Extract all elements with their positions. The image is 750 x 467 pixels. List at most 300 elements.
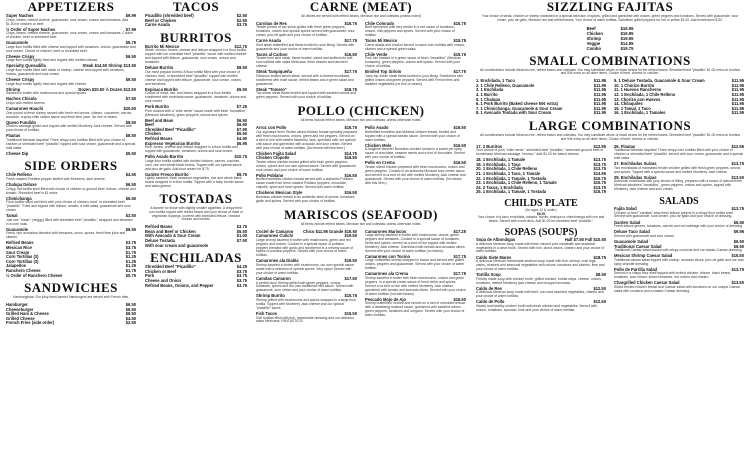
menu-item-price: $6.50 [125,195,136,201]
menu-item-description: Large flour tortilla lightly fried and topped with melted cheese. [6,58,99,63]
menu-item [145,284,247,289]
menu-item-price: $1.00 [236,233,247,239]
menu-item-description: A perfect duo! Shrimp grilled with green peppers, onions, tomatoes, spices and our own traditional mild sauce. Served with guacamole, sour cream and your choice of warm tortillas. [256,280,354,293]
menu-item-description: Large flour tortilla filled with steak or shrimp, cheese and topped with tomatoes, onions, guacamole and sour cream. [6,68,125,76]
menu-item-description: Broiled boneless chicken breast served with a authentic Poblano sauce made from fresh roasted Poblano peppers, chocolate, chipotle, spice and fresh spices. Served with warm tortillas. [256,177,353,190]
menu-item-price: $16.50 [453,296,466,302]
menu-item [256,312,357,324]
menu-item-name: Beef [145,122,154,128]
menu-item [614,245,744,254]
menu-item [145,105,247,117]
menu-item-price: $6.50 [125,306,136,312]
menu-item-name: Shrimp Burrito [256,293,285,299]
menu-item [614,268,744,280]
menu-item [6,41,136,53]
menu-item-name: 16. 1 Enchilada, 1 Tamales [614,110,666,116]
menu-item-name: Traditional Caesar Salad [614,243,662,249]
menu-item [365,144,466,160]
menu-item-name: Chicken [145,131,161,137]
menu-item-name: Cheese Crispy [6,77,35,83]
menu-item-name: Deluxe Taco Salad [614,229,650,235]
menu-item [476,111,606,116]
menu-item [476,300,606,312]
menu-item-price: $0.75 [125,272,136,278]
menu-item-name: Carnitas de Res [256,20,287,26]
menu-item-description: Butterflied boneless and skinless chicken breast, broiled and topped with a special tomato sauce. Served with your choice of warm tortillas. [365,129,460,142]
menu-item [256,259,357,275]
menu-item-price: $11.95 [731,96,744,102]
menu-item-price: $11.95 [731,91,744,97]
menu-item-description: Large shrimp sautéed in butter with mushrooms, onions, green peppers and tomatoes. Cooked in a special sauce of tomatoes, herbs and spices, served on a bed of rice topped with melted Monterey Jack cheese. Garnished with tomato and avocado slices. Served with your choice of warm tortillas (no beans). [365,233,466,253]
menu-item-price: $3.75 [236,278,247,283]
menu-item-name: 13. Chorizo con Huevos [614,96,661,102]
menu-item-name: Shrimp [6,86,21,92]
menu-item-description: Carne asada and chorizo served in warm corn tortillas with onions, cilantro and a special green salsa. [365,42,465,51]
menu-item-description: Soft tortillas filled with fish, homemade dressing and our delicious salsa Mexicana. FANTASTICO! [256,315,355,324]
menu-item-name: ½ Order of Super Nachos [6,26,56,32]
menu-item-price: $2.50 [236,17,247,23]
menu-item-price: $15.75 [453,20,466,26]
column-2 [145,0,247,467]
menu-item-description: Traditional Mexican taquitos! Three crispy corn tortillas filled with your choice of chicken or shredded beef "picadillo" served with sour cream, guacamole and a special mild salsa. [614,148,744,160]
menu-item-description: Tender beef skirt steak, flame broiled, sliced and stuffed into soft corn tortillas with salsa Mexicana, fresh cilantro and ranchero cheese. [256,56,353,69]
childs-plate-price: $6.95 [536,211,546,216]
menu-item-price: $17.75 [344,69,357,75]
menu-item-price: $6.50 [125,311,136,317]
menu-item-name: Picadillo (shredded beef) [145,13,194,18]
menu-item-name: 9. 1 Deluxe Tostada, Guacamole & Sour Cream [614,78,705,84]
menu-item-price: $12.50 [593,299,606,305]
menu-item-name: 11. 1 Huevos Rancheros [614,87,662,93]
menu-item [476,190,606,195]
menu-item-name: Garden Salad [614,219,641,225]
menu-item-description: Tender sliced chicken breast grilled with fresh green peppers, onions, spices and our own special sauce. Served with guacamole, sour cream and your choice of warm tortillas. [256,159,357,172]
menu-item [6,321,136,326]
menu-item-description: Tender sliced chicken prepared with fresh mushrooms, onions and green peppers. Cooked in an authentic Mexican sour cream sauce and served on a bed of rice with melted Monterey Jack cheese and guacamole. Served with your choice of warm tortillas. (No beans with this item.) [365,164,466,185]
menu-item-price: $13.75 [593,161,606,167]
menu-item-name: Super Nachos [6,13,34,18]
menu-item-description: Chips, beans, melted cheese, guacamole, sour cream, onions and tomatoes. Choice of chicken, beef or shredded beef. [6,31,133,40]
menu-item-name: 27. Enchiladas Suizas [614,161,657,167]
menu-item [476,256,606,272]
menu-item [614,230,744,239]
menu-item-name: Ranchero Cheese [6,267,41,273]
menu-item-price: $5.50 [236,228,247,234]
menu-item-price: $1.25 [125,254,136,260]
small-combos-right [614,79,744,116]
large-combos-intro: All combinations include Mexican rice, refried beans and coleslaw. You may substitute whole or black beans for the refried beans. Shredded beef "picadillo" $1.00 extra on burritos and 50¢ extra on all other items. Choice of beef, cheese or chicken. [480,132,741,141]
menu-item [256,53,357,69]
menu-item-name: Pollo de Parrilla Salad [614,266,658,272]
large-combos-right [614,145,744,192]
menu-item-price: $13.75 [593,166,606,172]
menu-item-name: 4. 1 Burrito [476,91,498,97]
menu-item-price: $11.95 [593,91,606,97]
tacos-list [145,14,247,28]
menu-item-price: $4.50 [125,315,136,321]
menu-item [256,88,357,100]
mariscos-left-list [256,230,357,326]
menu-item-price: $13.75 [593,157,606,163]
menu-item-name: 19. 1 Enchilada, 1 Taco [476,161,521,167]
small-combos-left [476,79,606,116]
menu-item-name: Chimichanga [6,195,32,201]
large-combos-title: LARGE COMBINATIONS [528,117,692,133]
menu-item-description: Sliced broiled chicken breast and Caesar salad with tomatoes on our unique Caesar salad with croutons and a classic Caesar dressing. [614,284,741,293]
carne-left-list [256,22,357,102]
menu-item-price: $3.75 [236,282,247,288]
menu-item-description: Chips, beans, melted cheese, guacamole, sour cream, onions and tomatoes. Add $1.50 for chicken or beef. [6,17,129,26]
menu-item-description: Our signature item! Tender sliced chicken breast specially prepared with fresh mushrooms, onions, green and red peppers. Served on a bed of rice with melted Monterey Jack, sprinkled with our special chili sauce and garnished with avocado and sour cream. Served with your choice of warm tortillas. (No beans with this item.) [256,129,357,150]
menu-item-name: Jalapeños [6,263,27,269]
menu-item-name: Chickens Mexican Style [256,190,303,196]
menu-item-name: Beef or Chicken [145,17,177,23]
mariscos-right-list [365,230,466,326]
menu-item-name: Tacos Mi Mexico [365,38,398,44]
menu-item [614,207,744,219]
menu-item-price: $9.50 [125,77,136,83]
fajita-name: Shrimp [586,35,602,41]
menu-item-name: Chile Relleno [6,172,32,178]
menu-item [6,55,136,64]
menu-item-name: 1. Enchilada, 1 Taco [476,78,515,84]
menu-item-name: 8. 1 Avocado Tostada with Sour Cream [476,110,552,116]
menu-item-price: $9.50 [125,119,136,125]
menu-item-description: Fresh lettuce greens, tomatoes, carrots and red cabbage with your choice of dressing. [614,224,744,229]
menu-item [365,230,466,254]
menu-item-price: $15.75 [453,51,466,57]
menu-item-price: $6.50 [733,238,744,244]
menu-item-name: Tacos al Carbon [256,51,288,57]
menu-item [476,238,606,254]
menu-item-name: Guacamole Salad [614,238,649,244]
menu-item-name: Pork Burrito [145,104,169,110]
menu-item [476,273,606,285]
menu-item-price: $6.50 [733,243,744,249]
menu-item-price: $13.75 [731,161,744,167]
menu-item [6,134,136,150]
menu-item-description: Shrimp grilled with mushrooms and spices wrapped in a large flour tortilla. Topped with Monterey Jack cheese and our special "picadillo" sauce. [256,298,356,310]
menu-item-name: Fajita Salad [614,205,637,211]
menu-item-price: $13.75 [731,205,744,211]
menu-item-price: $11.95 [731,110,744,116]
menu-item-name: 2. 1 Chile Relleno, Guacamole [476,82,535,88]
menu-item-price: $11.95 [593,110,606,116]
menu-item-price: $11.95 [593,82,606,88]
menu-item [256,156,357,172]
menu-item [614,176,744,192]
salads-title: SALADS [659,195,699,207]
menu-item-description: Shrimp sautéed in butter with fresh mushrooms, onions and green peppers, in a special cream sauce of fresh herbs and spices. Served on a bed of rice with melted Monterey Jack cheese, garnished with tomato and avocado slices. Served with your choice of warm tortillas (not with beans). [365,275,466,296]
menu-item [476,145,606,157]
menu-item [256,234,357,258]
menu-item-name: Hamburger [6,301,28,307]
menu-item-name: 14. Chilaquiles [614,101,643,107]
sopas-title: SOPAS (SOUPS) [504,227,578,239]
menu-item [365,22,466,38]
menu-item-name: Caldo Siete Mares [476,254,512,260]
menu-item-price: $15.50 [344,310,357,316]
menu-item-price: $18.75 [593,254,606,260]
menu-item-name: With Avocado & Sour Cream [145,233,201,239]
menu-item-name: Refried Beans, Onions, and Pepper [145,282,214,288]
menu-item-description: Traditional Mexican taquitos! Three crispy corn tortillas filled with your choice of chicken or shredded beef "picadillo" topped with sour cream, guacamole and a special mild salsa. [6,137,136,150]
menu-item-description: Your choice of pork "chile verde," shredded beef "picadillo," seasoned ground beef or homemade Mexican sausage "chorizo." Add $1.00 for baked cheese. [476,148,604,157]
menu-item-name: Carne Asada [256,38,281,44]
menu-item-price: $5.50 [125,150,136,156]
menu-item [6,78,136,87]
menu-item-price: $7.99 [125,26,136,32]
burritos-title: BURRITOS [160,29,232,45]
pollo-right-list [365,126,466,205]
menu-item-description: Pork cooked with a "chile verde" sauce made with fresh "tomatillos" (Mexican tomatoes), green peppers, onions and spices. [145,108,246,117]
menu-item-price: $16.50 [344,51,357,57]
menu-item-price: $15.75 [593,180,606,186]
menu-item-name: Camarones Huachi [6,106,44,112]
menu-item [145,45,247,65]
fajitas-title: SIZZLING FAJITAS [546,0,674,14]
menu-item-name: Corn Tortillas (3) [6,258,39,264]
menu-item-name: Espinaca Burrito [145,86,178,92]
menu-item-name: 3. 1 Enchilada [476,87,504,93]
menu-item-name: 12. 1 Enchilada, 1 Chile Relleno [614,91,676,97]
menu-item [6,64,136,76]
menu-item-price: $11.95 [731,82,744,88]
menu-item-price: $7.90 [236,126,247,132]
menu-item [145,66,247,86]
menu-item-name: 24. 2 Tacos, 1 Enchilada [476,184,523,190]
menu-item-price: Chico $11.95 Grande $16.50 [303,228,357,234]
menu-item-price: $17.75 [344,38,357,44]
menu-item-price: $17.50 [344,275,357,281]
menu-item-price: $11.95 [593,87,606,93]
pollo-intro: All items include refried beans, Mexican rice and coleslaw, unless otherwise noted. [300,118,422,123]
menu-item-price: $16.75 [344,20,357,26]
carne-right-list [365,22,466,102]
menu-item-name: Caldo de Pollo [476,299,505,305]
menu-item-price: $2.50 [125,320,136,326]
menu-item-price: $8.50 [125,133,136,139]
menu-item-name: Refried Beans [145,136,173,142]
menu-item-price: $11.95 [731,78,744,84]
menu-item-name: 26. Flautas [614,143,636,149]
menu-item-price: $12.75 [234,43,247,49]
fajita-name: Beef [586,25,596,31]
carne-intro: All dishes are served with refried beans, Mexican rice and coleslaw (unless noted) [301,14,421,18]
menu-item-price: $17.75 [453,253,466,259]
menu-item [256,70,357,86]
menu-item [614,254,744,266]
menu-item-name: Carne Asada [145,22,170,28]
menu-item-price: $11.95 [593,96,606,102]
menu-item-price: $15.75 [344,293,357,299]
menu-item-description: Steak, chorizo, beans, cheese and lettuce wrapped in a flour tortilla, topped with our shredded beef "picadillo" sauce with melted cheese and topped with lettuce, guacamole, sour cream, onions and tomatoes. [145,48,247,65]
enchiladas-title: ENCHILADAS [150,250,242,266]
menu-item-name: 15. 1 Tamal, 1 Taco [614,105,651,111]
menu-item-description: Large flour tortilla filled with cheese and topped with tomatoes, onions, guacamole and sour cream. Choice of chicken, beef or shredded beef. [6,44,136,53]
menu-item-price: $4.50 [125,172,136,178]
menu-item-price: $9.75 [125,40,136,46]
menu-item-name: Cheese and Onion [145,278,181,283]
menu-item [256,294,357,310]
menu-item-name: Guacamole [6,226,29,232]
menu-item-description: Boneless chicken breast in an authentic stew of onions, tomatoes, garlic and spices. Served with your choice of tortillas. [256,194,356,203]
menu-item [145,244,247,249]
menu-item-name: Pollo Asado [365,125,389,131]
menu-item-price: $9.75 [236,171,247,177]
menu-item-name: Beef and Bean [145,117,174,123]
sandwiches-list [6,303,136,326]
menu-item [614,281,744,293]
menu-item [614,221,744,230]
menu-item-name: Bean and Beef or Chicken [145,228,196,234]
menu-item-name: Camarones Culichi [256,233,294,239]
menu-item-name: Refried Beans [6,240,34,246]
menu-item-name: Shredded Beef "Picadillo" [145,126,196,132]
menu-item-description: Freshly made soup with chicken broth, grilled chicken, tortilla strips, cheese, onions, tomatoes, melted Monterey jack cheese and chopped avocado. [476,276,602,285]
menu-item-price: $15.75 [593,189,606,195]
menu-item-description: Large shrimp sautéed in butter with mushrooms, green and red peppers and onions. Cooked in a special sauce of poblano peppers blended with garlic and smothered in a creamy sauce of spices of poblano peppers. Served with your choice of warm tortillas. [256,237,354,258]
menu-item-description: Just one "mean" (muggy) filled with shredded beef "picadillo," wrapped and steamed in a corn husk. [6,217,133,226]
menu-item-price: $17.75 [453,271,466,277]
menu-item-price: $1.25 [125,263,136,269]
menu-item-description: Juicy top sirloin steak flame broiled to your liking. Smothered with grilled onions and green peppers. Served with French fries and sautéed vegetables (no rice or beans). [365,73,463,86]
menu-item [6,173,136,182]
menu-item-description: Shrimp sautéed in butter with mushrooms, our own special sauce made with a selection of special spices. Very spicy! Served with your choice of warm tortillas. [256,263,354,275]
menu-item-description: Traditional caesar salad topped with shrimp, avocado slices, pico de gallo and our own spicy chipotle dressing. [614,257,744,266]
fajitas-intro: Your choice of steak, chicken or shrimp marinated in a special selection of spices, grilled and garnished with onions, green peppers and tomatoes. Served with guacamole, sour cream, pico de gallo, Mexican rice and refried beans. Your choice of warm tortillas. Substitute grilled peppers for red or yellow $1.00. Add mushrooms $.50. [481,14,739,22]
tostadas-list [145,225,247,248]
menu-item-price: $7.50 [236,238,247,244]
menu-item [365,70,466,86]
menu-item [256,174,357,190]
menu-item-price: $9.50 [236,65,247,71]
enchiladas-list [145,265,247,288]
menu-item-name: Chile Colorado [365,20,395,26]
menu-item-name: Camarones Mariscos [365,228,407,234]
menu-item-price: $3.75 [125,240,136,246]
menu-item [6,28,136,40]
pollo-title: POLLO (CHICKEN) [297,103,425,119]
menu-item-description: Top sirloin steak flame broiled and topped with sautéed onions and green peppers. Served with your choice of tortillas. [256,91,357,100]
menu-item [476,287,606,299]
menu-item-price: $3.75 [236,273,247,279]
menu-item-description: Pork loin braised in a green sauce of fresh "tomatillos" (Mexican tomatoes), green peppers, onions and spices. Served with your choice of tortillas. [365,56,461,69]
menu-item-name: Chicken Chipotle [256,155,290,161]
menu-item-price: $6.50 [236,131,247,137]
menu-item-description: Served in a crispy flour shell topped with broiled chicken, lettuce, black beans, tomatoes, sour cream, sliced tomatoes, red onions and cilantro. [614,271,732,280]
menu-item [365,53,466,69]
menu-item-name: Sour Cream [6,249,30,255]
menu-item-price: $7.50 [125,96,136,102]
menu-item-price: $9.99 [125,13,136,18]
menu-item-name: Camitas Camaron [256,275,291,281]
menu-item-description: Served with guacamole and sour cream. [614,233,675,238]
menu-item-price: $2.50 [236,13,247,18]
menu-item-price: $14.95 [593,170,606,176]
menu-item-price: $3.75 [236,268,247,274]
menu-item-description: A longtime favorite! Boneless chicken breast in a sweet yet spicy sauce of chocolate, sesame seeds and a hint of chocolate. Served with your choice of tortillas. [365,147,465,160]
menu-item-name: Chile Verde [365,51,388,57]
menu-item-name: Grilled Ham & Cheese [6,311,49,317]
carne-title: CARNE (MEAT) [309,0,413,14]
menu-item [6,197,136,213]
menu-item-name: Deluxe Tostada [145,238,175,244]
menu-item-price: $19.50 [344,258,357,264]
menu-item-name: 22. 1 Enchilada, 1 Tamale, 1 Tostada [476,175,547,181]
menu-item-name: With sour cream and guacamole [145,242,208,248]
menu-item-description: Large flour tortilla lightly fried and topped with cheese. [6,81,88,86]
menu-item [6,14,136,26]
menu-item-name: Sopa de Albondigas [476,237,516,243]
menu-item-price: $10.75 [234,154,247,160]
menu-item-price: Steak $14.50 Shrimp $13.50 [82,63,136,69]
menu-item-name: Tamal [6,213,18,219]
menu-item-description: A delicious Mexican soup made with beef, corn and assorted vegetables, cilantro and your choice of warm tortillas. [476,290,604,299]
menu-item-price: $16.75 [344,125,357,131]
menu-item-description: Chorizo sausage grilled and topped with melted Monterey Jack cheese. Served with your choice of tortillas. [6,124,132,133]
menu-item-price: $13.75 [593,184,606,190]
childs-plate-subtitle: (for ages 12 & under) [525,207,557,212]
menu-item-description: Fresh roasted Poblano pepper stuffed with Monterey Jack cheese. [6,177,106,181]
mariscos-title: MARISCOS (SEAFOOD) [284,206,438,222]
menu-item [6,152,136,157]
fajita-name: Combo [586,45,602,51]
menu-item-price: $15.75 [593,175,606,181]
menu-item-description: Hearty and healthy chicken broth with fresh chicken and vegetables. Served with onions, tomatoes, avocado, lime and your choice of warm tortillas. [476,303,598,312]
menu-item-description: Our most popular burrito! A flour tortilla filled with your choice of chicken, beef, or shredded beef "picadillo" topped with melted cheese and topped with lettuce, guacamole, sour cream, onions and tomatoes. [145,69,241,86]
menu-item-description: Authentic enchiladas with your choice of filling, prepared with a sauce of special fresh Mexican tomatoes "tomatillos", green peppers, onions and spices, topped with Monterey Jack cheese and sour cream. [614,179,742,192]
menu-item [145,142,247,154]
menu-item-description: Delicious broiled sirloin steak, served with a cheese enchilada, smothered with mole sauce, refried beans and a green salad and guacamole. [256,73,354,86]
menu-item-name: Specialty Quesadilla [6,63,46,69]
menu-item-description: Chicken or beef "carnitas" atop fresh lettuce greens in a crispy flour tortilla shell. Served with guacamole, sour cream, pico de gallo and your choice of dressing. [614,210,734,219]
menu-item [6,183,136,195]
menu-item [614,111,744,116]
menu-item-price: $13.50 [731,174,744,180]
small-combos-intro: All combinations include Mexican rice, refried beans and coleslaw. You may substitute whole or black beans for the refried beans. Shredded beef "picadillo" $1.00 extra on burritos and 50¢ extra on all other items. Choice of beef, cheese or chicken. [480,67,741,76]
menu-item-name: Tortilla Soup [476,272,501,278]
menu-item-price: $6.50 [125,301,136,307]
menu-item-name: Guacamole [6,40,29,46]
menu-item [6,107,136,119]
menu-item-price: $16.50 [344,155,357,161]
menu-item-description: Flour tortilla rolled and fried with your choice of chicken, beef, or shredded beef "picadillo." Fried and topped with lettuce, tomato, a mild salsa, guacamole and sour cream. [6,200,131,213]
menu-item-description: Chips with melted cheese. [6,101,46,106]
menu-item [6,97,136,106]
menu-item-price: Half $7.50 Full $10.50 [564,237,606,243]
menu-item-price: $19.50 [344,233,357,239]
menu-item-price: $3.75 [125,244,136,250]
side-orders-list [6,173,136,278]
menu-item-name: 7. 1 Chimichanga, Guacamole & Sour Cream [476,105,563,111]
pollo-left-list [256,126,357,205]
menu-item-price: Dozen $20.50 ½ Dozen $12.50 [78,86,136,92]
menu-item [6,274,136,279]
menu-item-price: $6.50 [125,182,136,188]
menu-item-description: Shrimp butterflied, broiled and served on a bed of shredded lettuce with a tantalizing seafood sauce, garnished with sautéed onions, green peppers, tomatoes and oregano. Served with your choice of warm tortillas. [365,301,466,318]
large-combos-left [476,145,606,195]
menu-item-price: $7.25 [236,104,247,110]
column-3 [256,0,466,467]
menu-item [145,173,247,189]
menu-item-price: $6.50 [125,226,136,232]
menu-item-name: Chicken Fajita Salad [256,150,296,156]
menu-item-price: $11.95 [731,101,744,107]
fajita-price: $19.95 [620,35,634,41]
menu-item-price: $13.75 [731,266,744,272]
menu-item-price: $4.25 [236,264,247,270]
